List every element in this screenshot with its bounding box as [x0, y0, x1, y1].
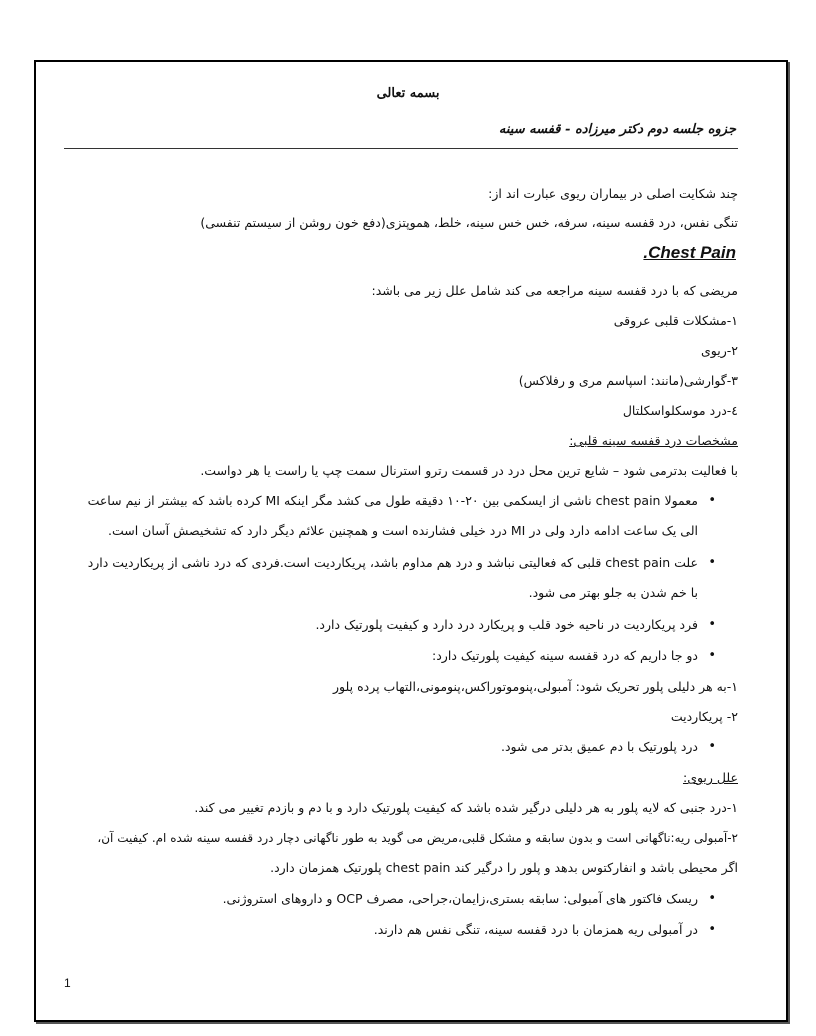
pleuritic-cause-1: ۱-به هر دلیلی پلور تحریک شود: آمبولی،پنوموتوراکس،پنومونی،التهاب پرده پلور [333, 679, 738, 694]
cardiac-heading: مشخصات درد قفسه سینه قلبی: [569, 433, 738, 448]
cause-1: ۱-مشکلات قلبی عروقی [613, 313, 738, 328]
bullet-marker: • [708, 891, 716, 906]
chest-pain-heading: .Chest Pain [643, 243, 736, 262]
pleuritic-bullet: درد پلورتیک با دم عمیق بدتر می شود. [500, 739, 698, 754]
cardiac-bullet-1-line-2: الی یک ساعت ادامه دارد ولی در MI درد خیلی فشارنده است و همچنین علائم دیگر دارد که تشخیصش آسان است. [108, 523, 698, 538]
page-number: 1 [64, 976, 71, 990]
cause-2: ۲-ریوی [701, 343, 738, 358]
cardiac-bullet-3: فرد پریکاردیت در ناحیه خود قلب و پریکارد درد دارد و کیفیت پلورتیک دارد. [315, 617, 698, 632]
bullet-marker: • [708, 617, 716, 632]
pleuritic-cause-2: ۲- پریکاردیت [670, 709, 738, 724]
pulmonary-bullet-2: در آمبولی ریه همزمان با درد قفسه سینه، تنگی نفس هم دارند. [373, 922, 698, 937]
pulmonary-line-1: ۱-درد جنبی که لایه پلور به هر دلیلی درگیر شده باشد که کیفیت پلورتیک دارد و با دم و بازدم تغییر می کند. [194, 800, 738, 815]
cardiac-bullet-4: دو جا داریم که درد قفسه سینه کیفیت پلورتیک دارد: [432, 648, 698, 663]
cardiac-bullet-1-line-1: معمولا chest pain ناشی از ایسکمی بین ۲۰-۱۰ دقیقه طول می کشد مگر اینکه MI کرده باشد که بیشتر از نیم ساعت [87, 493, 698, 508]
bullet-marker: • [708, 648, 716, 663]
pulmonary-bullet-1: ریسک فاکتور های آمبولی: سابقه بستری،زایمان،جراحی، مصرف OCP و داروهای استروژنی. [222, 891, 698, 906]
page-border [34, 60, 788, 1022]
title-divider [64, 148, 738, 149]
bullet-marker: • [708, 922, 716, 937]
bullet-marker: • [708, 739, 716, 754]
bullet-marker: • [708, 555, 716, 570]
cause-4: ٤-درد موسکلواسکلتال [622, 403, 738, 418]
pulmonary-line-3: اگر محیطی باشد و انفارکتوس بدهد و پلور را درگیر کند chest pain پلورتیک همزمان دارد. [270, 860, 738, 875]
chest-pain-intro: مریضی که با درد قفسه سینه مراجعه می کند شامل علل زیر می باشد: [371, 283, 738, 298]
pulmonary-line-2: ۲-آمبولی ریه:ناگهانی است و بدون سابقه و مشکل قلبی،مریض می گوید به طور ناگهانی دچار درد قفسه سینه شده ام. کیفیت آن، [97, 831, 738, 845]
intro-line-2: تنگی نفس، درد قفسه سینه، سرفه، خس خس سینه، خلط، هموپتزی(دفع خون روشن از سیستم تنفسی) [200, 215, 738, 230]
intro-line-1: چند شکایت اصلی در بیماران ریوی عبارت اند از: [488, 186, 738, 201]
pulmonary-heading: علل ریوی: [682, 770, 738, 785]
cardiac-line-1: با فعالیت بدترمی شود – شایع ترین محل درد در قسمت رترو استرنال سمت چپ یا راست یا هر دواست. [200, 463, 738, 478]
cardiac-bullet-2-line-1: علت chest pain قلبی که فعالیتی نباشد و درد هم مداوم باشد، پریکاردیت است.فردی که درد ناشی از پریکاردیت دارد [87, 555, 698, 570]
basmala: بسمه تعالی [376, 86, 440, 101]
document-title: جزوه جلسه دوم دکتر میرزاده - قفسه سینه [498, 122, 736, 137]
bullet-marker: • [708, 493, 716, 508]
cardiac-bullet-2-line-2: با خم شدن به جلو بهتر می شود. [528, 585, 698, 600]
cause-3: ۳-گوارشی(مانند: اسپاسم مری و رفلاکس) [518, 373, 738, 388]
